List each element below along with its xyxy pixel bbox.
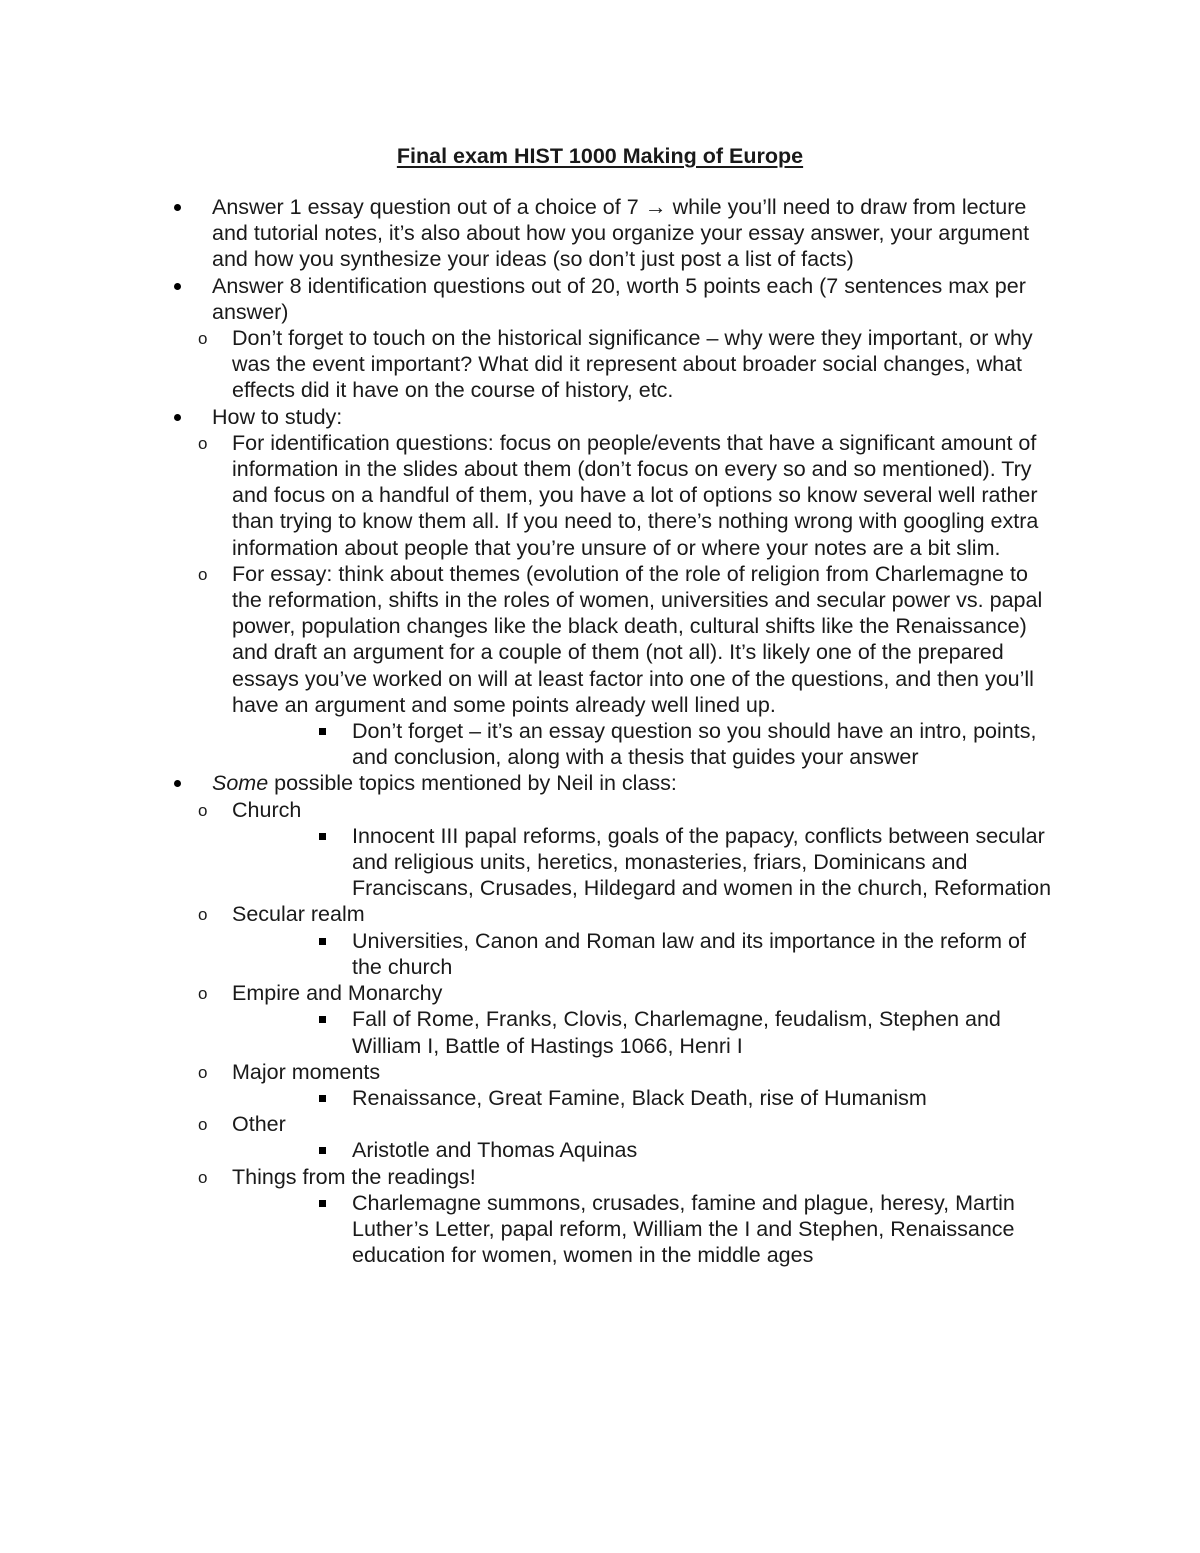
topic-heading (0, 980, 1060, 1006)
square-bullet-icon (319, 1190, 329, 1216)
square-bullet-icon (319, 1006, 329, 1032)
item-text: Church (232, 797, 302, 822)
item-text: Secular realm (232, 902, 365, 927)
item-text: Empire and Monarchy (232, 981, 443, 1006)
item-text-emphasis: Some (212, 771, 269, 796)
item-text: For identification questions: focus on people/events that have a significant amount of information in the slides about them (don’t focus on every so and so mentioned). Try and focus on a handful of them, you have a lot of options so know several well rather than trying to know them all. If you need to, there’s nothing wrong with googling extra information about people that you’re unsure of or where your notes are a bit slim. (232, 430, 1039, 560)
sub-bullet-icon: o (198, 564, 208, 584)
item-text: Renaissance, Great Famine, Black Death, rise of Humanism (352, 1085, 927, 1110)
list-item (0, 404, 1057, 430)
square-bullet-icon (319, 1085, 329, 1111)
sub-bullet-icon: o (198, 905, 208, 925)
item-text: Universities, Canon and Roman law and its importance in the reform of the church (352, 928, 1026, 979)
sub-list-item (0, 325, 1060, 404)
item-text: Don’t forget to touch on the historical significance – why were they important, or why was the event important? What did it represent about broader social changes, what effects did it have on the course of history, etc. (232, 326, 1033, 403)
item-text: while you’ll need to draw from lecture and tutorial notes, it’s also about how you organize your essay answer, your argument and how you synthesize your ideas (so don’t just post a list of facts) (212, 195, 1030, 272)
topic-heading (0, 1164, 1060, 1190)
topic-heading (0, 797, 1060, 823)
topic-detail (0, 1137, 1052, 1163)
sub-list-item (0, 561, 1060, 718)
document-body (0, 194, 1200, 1268)
topic-heading (0, 1059, 1060, 1085)
sub-bullet-icon: o (198, 1115, 208, 1135)
item-text: Innocent III papal reforms, goals of the papacy, conflicts between secular and religious units, heretics, monasteries, friars, Dominicans and Franciscans, Crusades, Hildegard and women in the church, Reformation (352, 823, 1052, 901)
topic-heading (0, 1111, 1060, 1137)
list-item (0, 770, 1057, 796)
list-item (0, 273, 1057, 325)
sub-sub-list-item (0, 718, 1052, 770)
square-bullet-icon (319, 1137, 329, 1163)
document-title: Final exam HIST 1000 Making of Europe (396, 144, 804, 168)
sub-bullet-icon: o (198, 1062, 208, 1082)
item-text: How to study: (212, 404, 343, 429)
sub-bullet-icon: o (198, 329, 208, 349)
arrow-right-icon: → (644, 194, 667, 219)
item-text: Answer 1 essay question out of a choice of 7 (212, 195, 645, 219)
topic-heading (0, 901, 1060, 927)
bullet-icon (174, 770, 184, 796)
topic-detail (0, 1085, 1052, 1111)
topic-detail (0, 823, 1052, 902)
item-text: Answer 8 identification questions out of 20, worth 5 points each (7 sentences max per answer) (212, 273, 1026, 324)
topic-detail (0, 928, 1052, 980)
sub-list-item (0, 430, 1060, 561)
sub-bullet-icon: o (198, 1167, 208, 1187)
item-text: Aristotle and Thomas Aquinas (352, 1138, 638, 1163)
sub-bullet-icon: o (198, 984, 208, 1004)
topic-detail (0, 1006, 1052, 1058)
item-text: For essay: think about themes (evolution of the role of religion from Charlemagne to the reformation, shifts in the roles of women, universities and secular power vs. papal power, population changes like the black death, cultural shifts like the Renaissance) and draft an argument for a couple of them (not all). It’s likely one of the prepared essays you’ve worked on will at least factor into one of the questions, and then you’ll have an argument and some points already well lined up. (232, 561, 1043, 717)
item-text: Don’t forget – it’s an essay question so you should have an intro, points, and conclusion, along with a thesis that guides your answer (352, 719, 1037, 770)
square-bullet-icon (319, 928, 329, 954)
list-item (0, 194, 1057, 273)
square-bullet-icon (319, 718, 329, 744)
square-bullet-icon (319, 823, 329, 849)
item-text: Major moments (232, 1059, 381, 1084)
item-text: Charlemagne summons, crusades, famine and plague, heresy, Martin Luther’s Letter, papal reform, William the I and Stephen, Renaissance education for women, women in the middle ages (352, 1190, 1015, 1268)
bullet-icon (174, 194, 184, 220)
item-text: possible topics mentioned by Neil in class: (268, 771, 677, 796)
bullet-icon (174, 273, 184, 299)
item-text: Other (232, 1112, 286, 1137)
topic-detail (0, 1190, 1052, 1269)
bullet-icon (174, 404, 184, 430)
item-text: Fall of Rome, Franks, Clovis, Charlemagne, feudalism, Stephen and William I, Battle of Hastings 1066, Henri I (352, 1007, 1001, 1058)
item-text: Things from the readings! (232, 1164, 476, 1189)
sub-bullet-icon: o (198, 800, 208, 820)
sub-bullet-icon: o (198, 433, 208, 453)
